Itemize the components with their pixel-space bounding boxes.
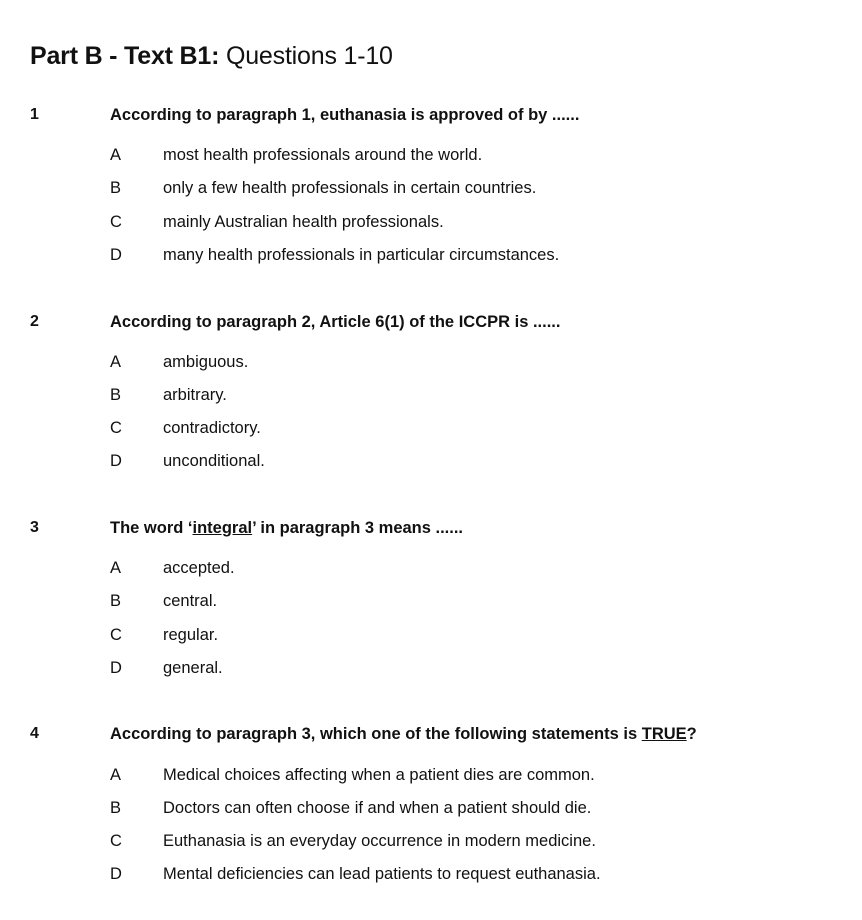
page-title <box>30 42 393 71</box>
question-stem: According to paragraph 2, Article 6(1) of the ICCPR is ...... <box>110 313 561 331</box>
option-letter: D <box>110 246 122 264</box>
question-2-option-d[interactable] <box>0 452 862 476</box>
option-text: general. <box>163 659 223 677</box>
option-letter: B <box>110 386 122 404</box>
option-text: accepted. <box>163 559 235 577</box>
option-text: many health professionals in particular circumstances. <box>163 246 560 264</box>
question-2-option-b[interactable] <box>0 386 862 410</box>
option-text: Euthanasia is an everyday occurrence in modern medicine. <box>163 832 596 850</box>
option-letter: B <box>110 179 122 197</box>
option-letter: D <box>110 659 122 677</box>
question-3-option-c[interactable] <box>0 626 862 650</box>
option-letter: A <box>110 766 122 784</box>
option-text: only a few health professionals in certain countries. <box>163 179 537 197</box>
question-number: 3 <box>30 519 39 536</box>
option-letter: D <box>110 865 122 883</box>
question-4-option-d[interactable] <box>0 865 862 889</box>
question-3-option-b[interactable] <box>0 592 862 616</box>
option-text: unconditional. <box>163 452 265 470</box>
question-4-option-a[interactable] <box>0 766 862 790</box>
option-letter: C <box>110 213 122 231</box>
option-letter: C <box>110 832 122 850</box>
question-2-option-c[interactable] <box>0 419 862 443</box>
question-number: 4 <box>30 725 39 742</box>
question-4-option-c[interactable] <box>0 832 862 856</box>
option-text: Doctors can often choose if and when a patient should die. <box>163 799 592 817</box>
question-2-option-a[interactable] <box>0 353 862 377</box>
question-stem: According to paragraph 1, euthanasia is approved of by ...... <box>110 106 580 124</box>
question-3-option-a[interactable] <box>0 559 862 583</box>
question-number: 1 <box>30 106 39 123</box>
question-stem: According to paragraph 3, which one of the following statements is TRUE? <box>110 725 697 743</box>
option-text: ambiguous. <box>163 353 249 371</box>
option-letter: A <box>110 353 122 371</box>
option-letter: B <box>110 592 122 610</box>
option-letter: A <box>110 559 122 577</box>
title-part: Part B - Text B1: <box>30 42 220 70</box>
question-stem: The word ‘integral’ in paragraph 3 means ...... <box>110 519 464 537</box>
option-text: regular. <box>163 626 219 644</box>
question-1-option-a[interactable] <box>0 146 862 170</box>
question-1-option-d[interactable] <box>0 246 862 270</box>
title-questions-range: Questions 1-10 <box>225 42 393 70</box>
question-4-option-b[interactable] <box>0 799 862 823</box>
option-text: arbitrary. <box>163 386 227 404</box>
option-text: central. <box>163 592 218 610</box>
option-text: Medical choices affecting when a patient dies are common. <box>163 766 595 784</box>
question-number: 2 <box>30 313 39 330</box>
question-3-option-d[interactable] <box>0 659 862 683</box>
option-letter: C <box>110 419 122 437</box>
question-1-option-b[interactable] <box>0 179 862 203</box>
option-text: mainly Australian health professionals. <box>163 213 444 231</box>
question-1-option-c[interactable] <box>0 213 862 237</box>
option-letter: B <box>110 799 122 817</box>
option-letter: D <box>110 452 122 470</box>
option-letter: A <box>110 146 122 164</box>
option-text: contradictory. <box>163 419 261 437</box>
option-text: most health professionals around the world. <box>163 146 483 164</box>
option-letter: C <box>110 626 122 644</box>
option-text: Mental deficiencies can lead patients to request euthanasia. <box>163 865 601 883</box>
